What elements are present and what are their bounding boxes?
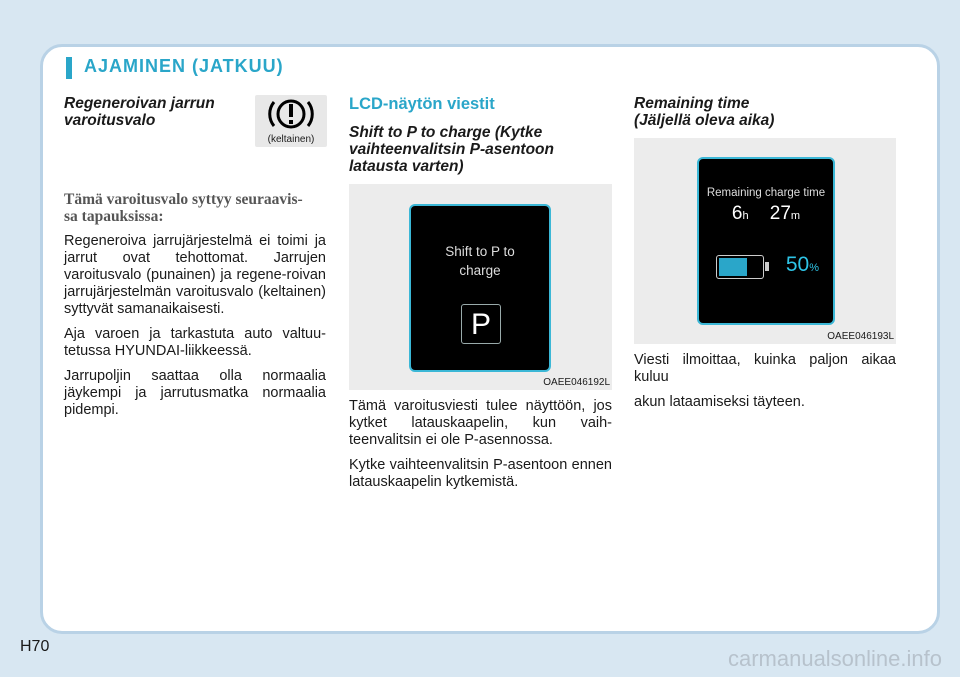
figure-code: OAEE046193L [827, 331, 894, 342]
column-remaining-time [634, 95, 896, 129]
percent-value: 50 [785, 253, 810, 276]
icon-caption: (keltainen) [267, 134, 315, 145]
regen-brake-heading: Regeneroivan jarrun varoitusvalo [64, 95, 215, 129]
brake-warning-icon [255, 95, 327, 135]
regen-brake-paragraph-1: Regeneroiva jarrujärjestelmä ei toimi ja jarrut ovat tehottomat. Jarrujen varoitusvalo (punainen) ja regene-roivan jarrujärjestelmän varoitusvalo (keltainen) syttyvät samanaikaisesti. [64, 233, 326, 317]
shift-to-p-figure [349, 184, 612, 390]
hours-value: 6 [731, 203, 743, 224]
battery-percent [786, 253, 819, 277]
percent-unit: % [809, 262, 819, 274]
minutes-value: 27 [769, 203, 791, 224]
remaining-time-heading: Remaining time (Jäljellä oleva aika) [634, 95, 775, 129]
regen-brake-paragraph-3: Jarrupoljin saattaa olla normaalia jäykempi ja jarrutusmatka normaalia pidempi. [64, 368, 326, 418]
battery-icon [716, 255, 764, 279]
regen-brake-paragraph-2: Aja varoen ja tarkastuta auto valtuu-tetussa HYUNDAI-liikkeessä. [64, 326, 326, 359]
lcd-messages-body [349, 398, 612, 499]
watermark: carmanualsonline.info [727, 646, 942, 671]
remaining-time-figure [634, 138, 896, 344]
hours-unit: h [742, 210, 749, 222]
battery-fill [719, 258, 747, 276]
regen-brake-warning-icon-box [255, 95, 327, 147]
lcd-screen-remaining-time [697, 157, 835, 325]
remaining-time-body [634, 352, 896, 419]
minutes-unit: m [790, 210, 801, 222]
screen-message: Shift to P to charge [445, 244, 515, 278]
remaining-time-paragraph-2: akun lataamiseksi täyteen. [634, 394, 805, 410]
remaining-time-paragraph-1: Viesti ilmoittaa, kuinka paljon aikaa kuluu [634, 352, 896, 385]
regen-brake-subheading: Tämä varoitusvalo syttyy seuraavis- sa tapauksissa: [64, 191, 303, 225]
column-lcd-messages [349, 95, 612, 175]
page-number: H70 [20, 638, 50, 655]
shift-to-p-paragraph-1: Tämä varoitusviesti tulee näyttöön, jos kytket latauskaapelin, kun vaih-teenvalitsin ei ole P-asennossa. [349, 398, 612, 448]
figure-code: OAEE046192L [543, 377, 610, 388]
section-title-bar [66, 57, 72, 79]
remaining-time-value [699, 203, 833, 225]
lcd-messages-heading: LCD-näytön viestit [349, 95, 495, 113]
shift-to-p-paragraph-2: Kytke vaihteenvalitsin P-asentoon ennen latauskaapelin kytkemistä. [349, 457, 612, 490]
battery-tip [765, 262, 769, 271]
gear-p-indicator: P [461, 304, 501, 344]
section-title: AJAMINEN (JATKUU) [84, 56, 284, 76]
lcd-screen-shift-to-p [409, 204, 551, 372]
shift-to-p-heading: Shift to P to charge (Kytke vaihteenvalitsin P-asentoon latausta varten) [349, 124, 554, 175]
remaining-charge-title: Remaining charge time [706, 187, 826, 199]
